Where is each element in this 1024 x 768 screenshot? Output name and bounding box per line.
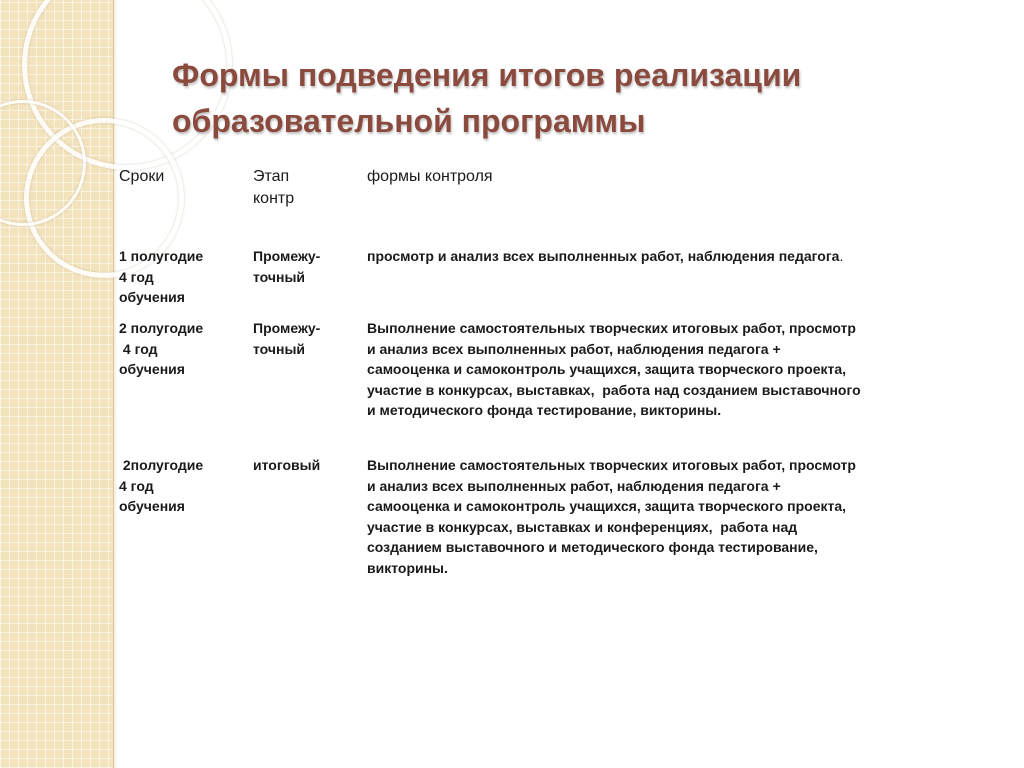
term-line: 4 год [119, 268, 154, 285]
forms-line: Выполнение самостоятельных творческих итоговых работ, просмотр [367, 320, 856, 336]
stage-line: точный [253, 340, 306, 357]
forms-line: и методического фонда тестирование, викторины. [367, 402, 722, 418]
stage-line: Промежу- [253, 320, 321, 336]
forms-period: . [839, 248, 844, 264]
row-forms [367, 455, 979, 585]
row-stage [253, 246, 367, 318]
forms-line: Выполнение самостоятельных творческих итоговых работ, просмотр [367, 457, 856, 473]
slide-title [172, 52, 992, 144]
term-line: 4 год [119, 477, 154, 494]
term-line: 2полугодие [119, 457, 204, 473]
forms-line: и анализ всех выполненных работ, наблюдения педагога + [367, 340, 781, 357]
forms-line: самооценка и самоконтроль учащихся, защита творческого проекта, [367, 361, 847, 377]
row-term [119, 246, 253, 318]
table-row [119, 455, 979, 585]
forms-line: самооценка и самоконтроль учащихся, защита творческого проекта, [367, 498, 847, 514]
row-forms [367, 318, 979, 455]
term-line: обучения [119, 498, 185, 514]
term-line: обучения [119, 289, 185, 305]
row-term [119, 318, 253, 455]
header-term [119, 166, 253, 246]
term-line: обучения [119, 361, 185, 377]
slide-title-line-1: Формы подведения итогов реализации [172, 57, 802, 93]
table-row [119, 246, 979, 318]
table-header-row [119, 166, 979, 246]
stage-line: точный [253, 268, 306, 285]
row-stage [253, 455, 367, 585]
term-line: 1 полугодие [119, 248, 204, 264]
header-forms-label: формы контроля [367, 168, 493, 185]
term-line: 2 полугодие [119, 320, 204, 336]
slide-title-line-2: образовательной программы [172, 103, 646, 139]
row-stage [253, 318, 367, 455]
header-term-label: Сроки [119, 168, 165, 185]
forms-line [367, 246, 979, 267]
forms-line: участие в конкурсах, выставках, работа над созданием выставочного [367, 381, 861, 398]
header-stage [253, 166, 367, 246]
forms-line: и анализ всех выполненных работ, наблюдения педагога + [367, 477, 781, 494]
stage-line: Промежу- [253, 248, 321, 264]
header-forms [367, 166, 979, 246]
header-stage-line-1: Этап [253, 168, 290, 185]
control-forms-table [119, 166, 979, 585]
row-term [119, 455, 253, 585]
header-stage-line-2: контр [253, 190, 295, 207]
forms-line: созданием выставочного и методического фонда тестирование, [367, 539, 818, 555]
forms-text: просмотр и анализ всех выполненных работ, наблюдения педагога [367, 248, 840, 264]
table-row [119, 318, 979, 455]
forms-line: викторины. [367, 559, 448, 576]
row-forms [367, 246, 979, 318]
forms-line: участие в конкурсах, выставках и конференциях, работа над [367, 518, 798, 535]
stage-line: итоговый [253, 457, 321, 473]
term-line: 4 год [119, 340, 158, 357]
